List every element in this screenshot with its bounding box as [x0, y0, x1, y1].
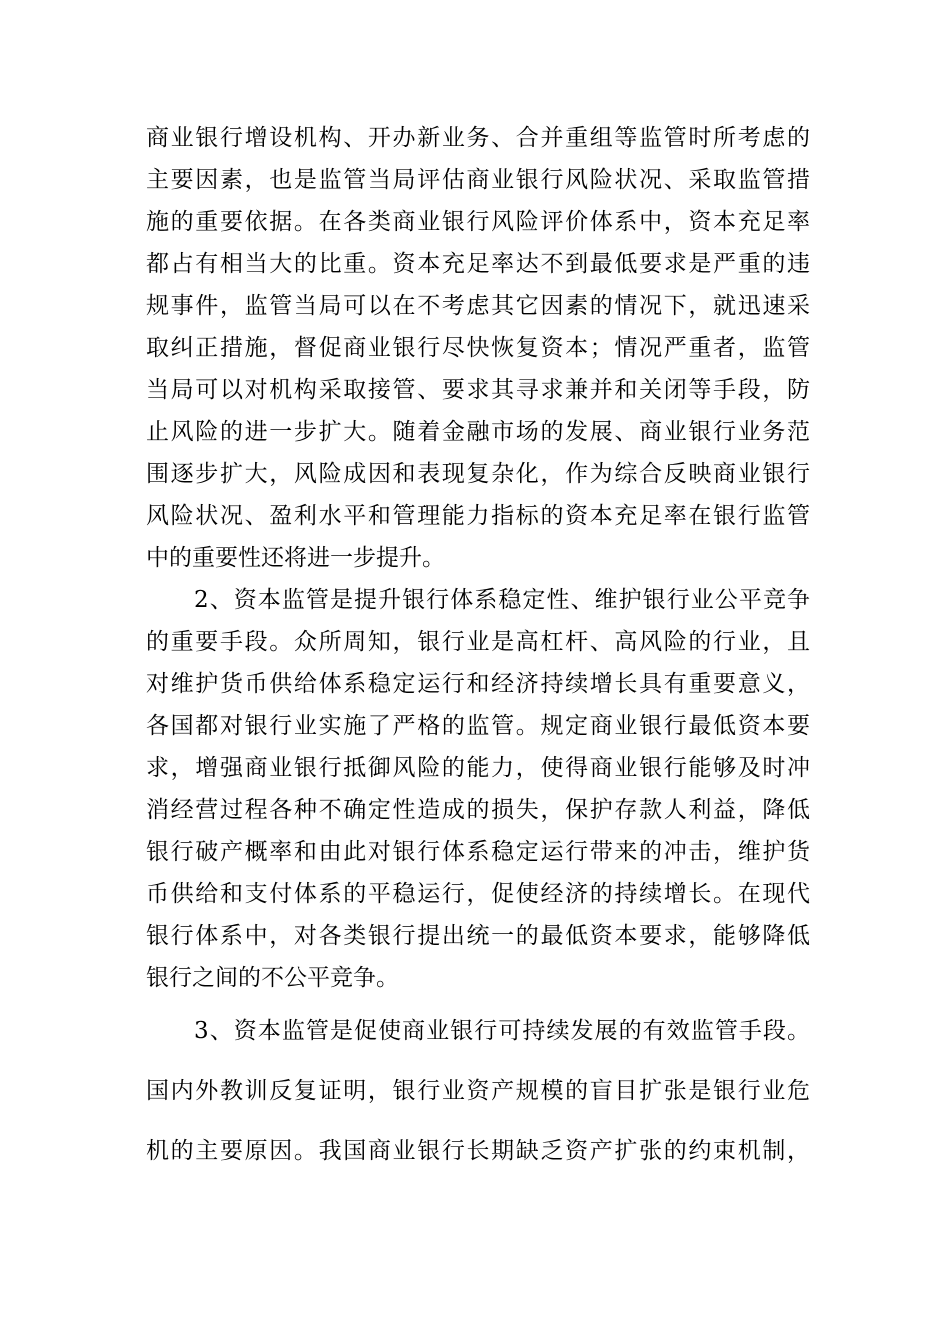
text-line: 币供给和支付体系的平稳运行，促使经济的持续增长。在现代 — [146, 881, 810, 907]
text-line: 的重要手段。众所周知，银行业是高杠杆、高风险的行业，且 — [146, 629, 810, 655]
text-line: 银行之间的不公平竞争。 — [146, 965, 399, 991]
text-line: 风险状况、盈利水平和管理能力指标的资本充足率在银行监管 — [146, 503, 810, 529]
text-line: 机的主要原因。我国商业银行长期缺乏资产扩张的约束机制， — [146, 1138, 810, 1164]
text-line: 中的重要性还将进一步提升。 — [146, 545, 445, 571]
text-line: 当局可以对机构采取接管、要求其寻求兼并和关闭等手段，防 — [146, 377, 810, 403]
text-line: 取纠正措施，督促商业银行尽快恢复资本；情况严重者，监管 — [146, 335, 810, 361]
text-line: 消经营过程各种不确定性造成的损失，保护存款人利益，降低 — [146, 797, 810, 823]
text-line: 求，增强商业银行抵御风险的能力，使得商业银行能够及时冲 — [146, 755, 810, 781]
text-line: 对维护货币供给体系稳定运行和经济持续增长具有重要意义， — [146, 671, 810, 697]
text-line: 商业银行增设机构、开办新业务、合并重组等监管时所考虑的 — [146, 125, 810, 151]
text-line: 各国都对银行业实施了严格的监管。规定商业银行最低资本要 — [146, 713, 810, 739]
text-line: 施的重要依据。在各类商业银行风险评价体系中，资本充足率 — [146, 209, 810, 235]
text-line: 规事件，监管当局可以在不考虑其它因素的情况下，就迅速采 — [146, 293, 810, 319]
text-line: 都占有相当大的比重。资本充足率达不到最低要求是严重的违 — [146, 251, 810, 277]
paragraph-2-first-line: 2、资本监管是提升银行体系稳定性、维护银行业公平竞争 — [194, 587, 810, 613]
text-line: 主要因素，也是监管当局评估商业银行风险状况、采取监管措 — [146, 167, 810, 193]
text-line: 止风险的进一步扩大。随着金融市场的发展、商业银行业务范 — [146, 419, 810, 445]
text-line: 银行破产概率和由此对银行体系稳定运行带来的冲击，维护货 — [146, 839, 810, 865]
text-line: 国内外教训反复证明，银行业资产规模的盲目扩张是银行业危 — [146, 1078, 810, 1104]
paragraph-3-first-line: 3、资本监管是促使商业银行可持续发展的有效监管手段。 — [194, 1018, 810, 1044]
text-line: 围逐步扩大，风险成因和表现复杂化，作为综合反映商业银行 — [146, 461, 810, 487]
text-line: 银行体系中，对各类银行提出统一的最低资本要求，能够降低 — [146, 923, 810, 949]
